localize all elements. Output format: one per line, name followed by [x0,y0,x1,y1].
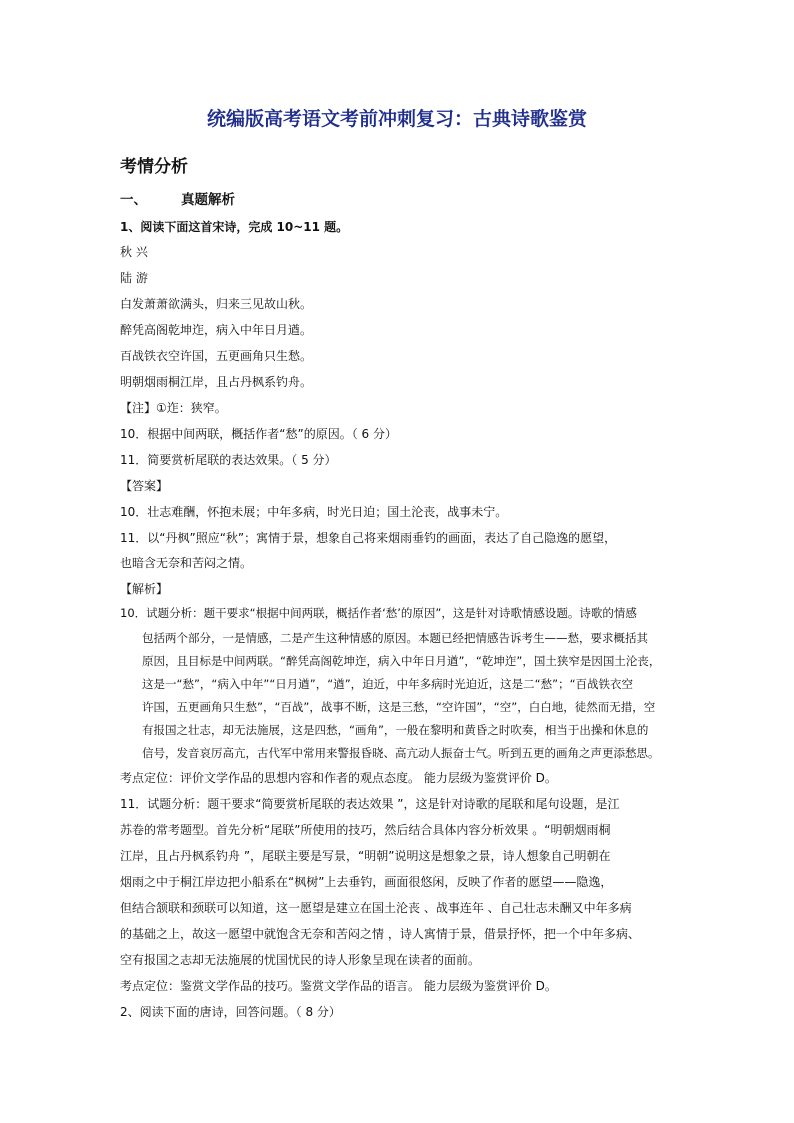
poem-note: 【注】①迮：狭窄。 [120,401,227,415]
answer-tag: 【答案】 [120,479,169,493]
answer-11-line: 也暗含无奈和苦闷之情。 [120,556,253,570]
analysis-10-line: 许国，五更画角只生愁”，“百战”，战事不断，这是三愁，“空许国”，“空”，白白地，徒然而无措，空 [142,700,656,714]
analysis-11-line: 苏卷的常考题型。首先分析“尾联”所使用的技巧，然后结合具体内容分析效果 。“明朝烟雨桐 [120,823,611,837]
analysis-10-line: 10．试题分析：题干要求“根据中间两联，概括作者‘愁’的原因”，这是针对诗歌情感设题。诗歌的情感 [120,606,637,620]
poem-author: 陆 游 [120,271,148,285]
subsection-number: 一、 [120,192,147,208]
poem-line: 白发萧萧欲满头，归来三见故山秋。 [120,297,313,311]
question-11: 11．简要赏析尾联的表达效果。（ 5 分） [120,453,337,467]
question-2-intro: 2、阅读下面的唐诗，回答问题。（ 8 分） [120,1005,341,1019]
poem-line: 明朝烟雨桐江岸，且占丹枫系钓舟。 [120,375,313,389]
analysis-11-line: 烟雨之中于桐江岸边把小船系在“枫树”上去垂钓，画面很悠闲，反映了作者的愿望——隐逸， [120,875,613,889]
analysis-10-line: 包括两个部分，一是情感，二是产生这种情感的原因。本题已经把情感告诉考生——愁，要求概括其 [142,631,648,645]
analysis-11-line: 空有报国之志却无法施展的忧国忧民的诗人形象呈现在读者的面前。 [120,953,481,967]
poem-title: 秋 兴 [120,245,148,259]
poem-line: 醉凭高阁乾坤迮，病入中年日月遒。 [120,323,313,337]
question-10: 10．根据中间两联，概括作者“愁”的原因。（ 6 分） [120,427,397,441]
section-heading: 考情分析 [120,157,188,177]
analysis-10-line: 原因，且目标是中间两联。“醉凭高阁乾坤迮，病入中年日月遒”，“乾坤迮”，国土狭窄是因国土沦丧， [142,654,661,668]
subsection-label: 真题解析 [181,192,235,208]
analysis-11-line: 但结合颔联和颈联可以知道，这一愿望是建立在国土沦丧 、战事连年 、自己壮志未酬又中年多病 [120,901,632,915]
answer-11-line: 11．以“丹枫”照应“秋”；寓情于景，想象自己将来烟雨垂钓的画面，表达了自己隐逸的愿望， [120,531,617,545]
analysis-11-line: 的基础之上，故这一愿望中就饱含无奈和苦闷之情 ，诗人寓情于景，借景抒怀，把一个中年多病、 [120,927,640,941]
subsection-heading [120,188,235,208]
analysis-tag: 【解析】 [120,582,169,596]
analysis-10-line: 有报国之壮志，却无法施展，这是四愁，“画角”，一般在黎明和黄昏之时吹奏，相当于出操和休息的 [142,723,649,737]
exam-point-11: 考点定位：鉴赏文学作品的技巧。鉴赏文学作品的语言。 能力层级为鉴赏评价 D。 [120,979,557,993]
answer-10: 10．壮志难酬，怀抱未展；中年多病，时光日迫；国土沦丧，战事未宁。 [120,505,508,519]
analysis-10-line: 信号，发音哀厉高亢，古代军中常用来警报昏晓、高亢动人振奋士气。听到五更的画角之声更添愁思。 [142,746,660,760]
page-title: 统编版高考语文考前冲刺复习：古典诗歌鉴赏 [206,108,587,130]
analysis-10-line: 这是一“愁”，“病入中年”“日月遒”，“遒”，迫近，中年多病时光迫近，这是二“愁”；“百战铁衣空 [142,677,634,691]
poem-line: 百战铁衣空许国，五更画角只生愁。 [120,349,313,363]
question-intro: 1、阅读下面这首宋诗，完成 10~11 题。 [120,220,349,234]
analysis-11-line: 11．试题分析：题干要求“简要赏析尾联的表达效果 ”，这是针对诗歌的尾联和尾句设题，是江 [120,797,620,811]
exam-point-10: 考点定位：评价文学作品的思想内容和作者的观点态度。 能力层级为鉴赏评价 D。 [120,771,557,785]
analysis-11-line: 江岸，且占丹枫系钓舟 ”，尾联主要是写景，“明朝”说明这是想象之景，诗人想象自己明朝在 [120,849,611,863]
